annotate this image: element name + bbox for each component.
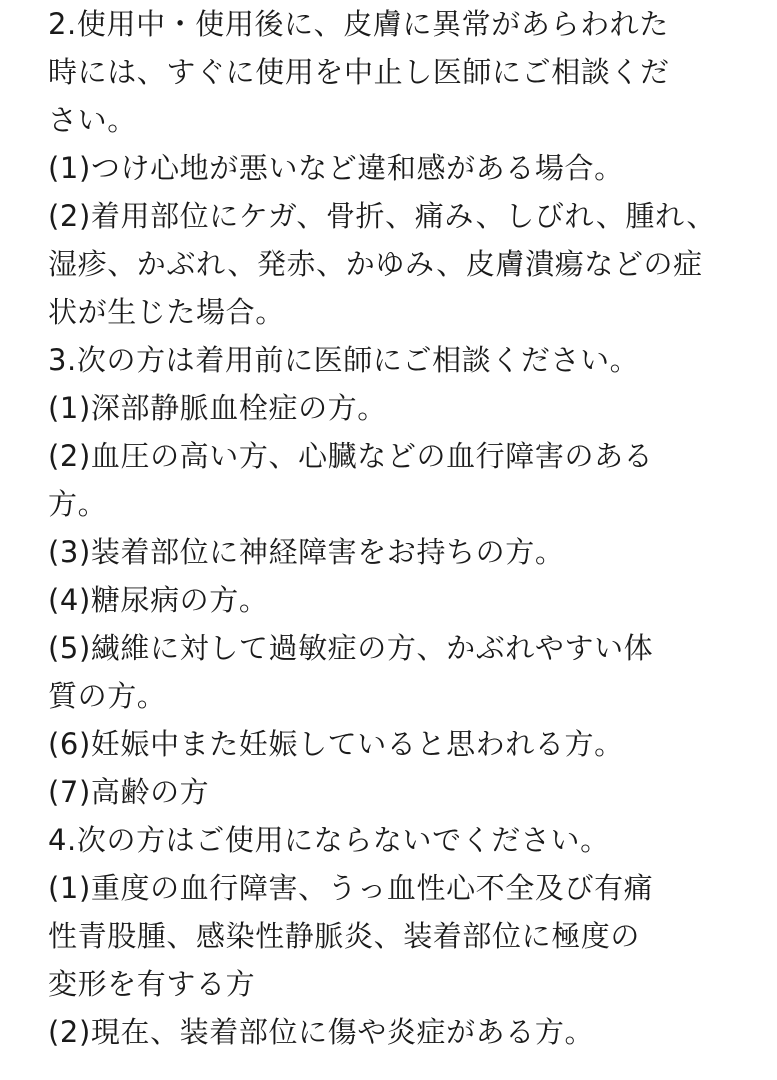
text-line-15: 質の方。 (48, 679, 167, 713)
text-line-20: 性青股腫、感染性静脈炎、装着部位に極度の (48, 919, 641, 953)
text-line-8: 3.次の方は着用前に医師にご相談ください。 (48, 343, 640, 377)
text-line-13: (4)糖尿病の方。 (48, 583, 269, 617)
text-line-16: (6)妊娠中また妊娠していると思われる方。 (48, 727, 624, 761)
text-line-12: (3)装着部位に神経障害をお持ちの方。 (48, 535, 565, 569)
text-line-7: 状が生じた場合。 (48, 295, 285, 329)
text-line-18: 4.次の方はご使用にならないでください。 (48, 823, 610, 857)
text-line-21: 変形を有する方 (48, 967, 256, 1001)
text-line-3: さい。 (48, 103, 137, 137)
text-line-6: 湿疹、かぶれ、発赤、かゆみ、皮膚潰瘍などの症 (48, 247, 703, 281)
text-line-22: (2)現在、装着部位に傷や炎症がある方。 (48, 1015, 595, 1049)
text-line-14: (5)繊維に対して過敏症の方、かぶれやすい体 (48, 631, 654, 665)
text-line-17: (7)高齢の方 (48, 775, 210, 809)
text-line-4: (1)つけ心地が悪いなど違和感がある場合。 (48, 151, 624, 185)
text-line-19: (1)重度の血行障害、うっ血性心不全及び有痛 (48, 871, 654, 905)
text-line-10: (2)血圧の高い方、心臓などの血行障害のある (48, 439, 654, 473)
text-line-1: 2.使用中・使用後に、皮膚に異常があらわれた (48, 7, 669, 41)
text-line-5: (2)着用部位にケガ、骨折、痛み、しびれ、腫れ、 (48, 199, 716, 233)
text-line-9: (1)深部静脈血栓症の方。 (48, 391, 387, 425)
text-line-2: 時には、すぐに使用を中止し医師にご相談くだ (48, 55, 670, 89)
text-line-11: 方。 (48, 487, 108, 521)
